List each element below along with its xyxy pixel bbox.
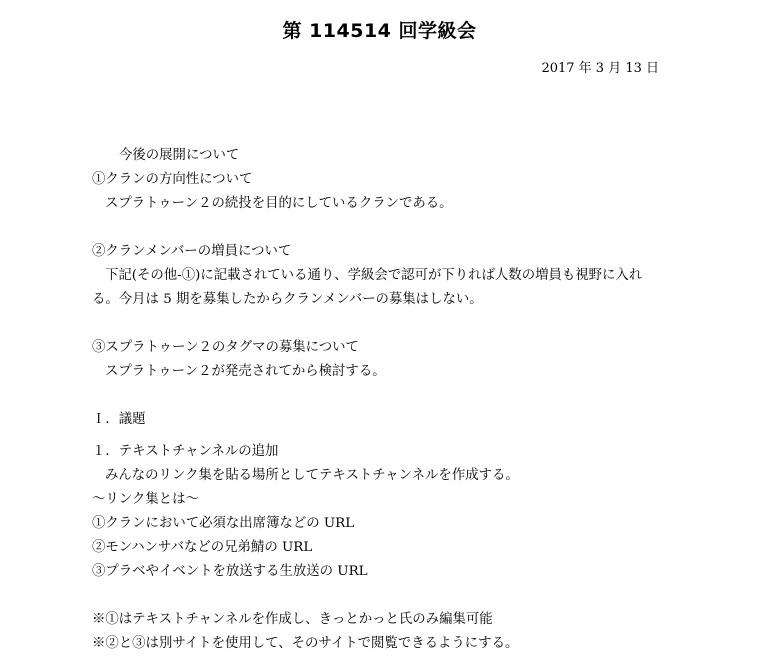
document-date: 2017 年 3 月 13 日	[541, 61, 659, 76]
agenda-heading: Ｉ．議題	[92, 412, 146, 427]
intro-item3-body: スプラトゥーン２が発売されてから検討する。	[105, 364, 386, 379]
intro-item1-body: スプラトゥーン２の続投を目的にしているクランである。	[105, 196, 453, 211]
intro-item2-title: ②クランメンバーの増員について	[92, 244, 292, 259]
intro-item2-body: 下記(その他-①)に記載されている通り、学級会で認可が下りれば人数の増員も視野に入れる。今月は 5 期を募集したからクランメンバーの募集はしない。	[92, 268, 643, 307]
list-item: ②モンハンサバなどの兄弟鯖の URL	[92, 540, 313, 555]
spacer	[92, 384, 662, 408]
list-item: ①クランにおいて必須な出席簿などの URL	[92, 516, 355, 531]
agenda-item1-title: １．テキストチャンネルの追加	[92, 444, 279, 459]
spacer	[92, 216, 662, 240]
intro-heading: 今後の展開について	[119, 148, 240, 163]
links-heading: ～リンク集とは～	[92, 492, 199, 507]
note-2: ※②と③は別サイトを使用して、そのサイトで閲覧できるようにする。	[92, 636, 519, 651]
spacer	[92, 312, 662, 336]
spacer	[92, 584, 662, 608]
document-title: 第 114514 回学級会	[282, 20, 477, 42]
spacer	[92, 432, 662, 440]
document-body	[92, 144, 662, 656]
note-1: ※①はテキストチャンネルを作成し、きっとかっと氏のみ編集可能	[92, 612, 493, 627]
intro-item1-title: ①クランの方向性について	[92, 172, 253, 187]
intro-item3-title: ③スプラトゥーン２のタグマの募集について	[92, 340, 359, 355]
agenda-item1-body: みんなのリンク集を貼る場所としてテキストチャンネルを作成する。	[105, 468, 519, 483]
list-item: ③プラベやイベントを放送する生放送の URL	[92, 564, 368, 579]
